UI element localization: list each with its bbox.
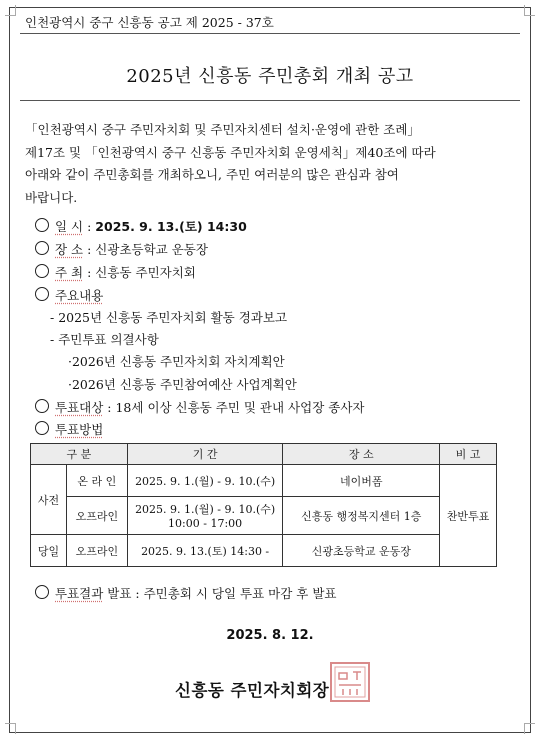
table-cell: 오프라인 — [66, 497, 127, 535]
document-title: 2025년 신흥동 주민총회 개최 공고 — [126, 66, 414, 87]
item-contents: 주요내용 — [35, 286, 103, 304]
item-result: 투표결과 발표 : 주민총회 시 당일 투표 마감 후 발표 — [35, 584, 337, 602]
table-header: 기 간 — [127, 444, 283, 465]
table-cell: 2025. 9. 13.(토) 14:30 - — [127, 535, 283, 567]
page-corner-mark — [524, 723, 535, 734]
circle-bullet-icon — [35, 399, 49, 413]
circle-bullet-icon — [35, 287, 49, 301]
contents-item: - 2025년 신흥동 주민자치회 활동 경과보고 — [50, 310, 288, 325]
header-divider — [20, 33, 520, 34]
contents-item: - 주민투표 의결사항 — [50, 332, 159, 347]
title-divider — [20, 100, 520, 101]
table-cell: 신광초등학교 운동장 — [283, 535, 440, 567]
item-host: 주 최 : 신흥동 주민자치회 — [35, 263, 196, 281]
voters-value: 18세 이상 신흥동 주민 및 관내 사업장 종사자 — [115, 400, 365, 415]
circle-bullet-icon — [35, 421, 49, 435]
day-voting-label: 당일 — [31, 535, 67, 567]
intro-paragraph — [25, 119, 503, 209]
item-method: 투표방법 — [35, 420, 103, 438]
page-corner-mark — [5, 723, 16, 734]
period-line: 2025. 9. 1.(월) - 9. 10.(수) — [135, 503, 276, 516]
page-corner-mark — [524, 5, 535, 16]
contents-subitem: ·2026년 신흥동 주민자치회 자치계획안 — [68, 354, 285, 369]
circle-bullet-icon — [35, 585, 49, 599]
intro-line: 「인천광역시 중구 주민자치회 및 주민자치센터 설치·운영에 관한 조례」 — [25, 122, 420, 137]
table-cell: 오프라인 — [66, 535, 127, 567]
table-cell: 온 라 인 — [66, 465, 127, 497]
table-header: 장 소 — [283, 444, 440, 465]
item-voters: 투표대상 : 18세 이상 신흥동 주민 및 관내 사업장 종사자 — [35, 398, 364, 416]
period-time: 10:00 - 17:00 — [168, 517, 243, 530]
contents-subitem: ·2026년 신흥동 주민참여예산 사업계획안 — [68, 377, 297, 392]
page-corner-mark — [5, 5, 16, 16]
signature: 신흥동 주민자치회장 — [175, 681, 330, 700]
circle-bullet-icon — [35, 218, 49, 232]
result-value: 발표 : 주민총회 시 당일 투표 마감 후 발표 — [107, 586, 337, 601]
intro-line: 아래와 같이 주민총회를 개최하오니, 주민 여러분의 많은 관심과 참여 — [25, 167, 399, 182]
notice-number: 인천광역시 중구 신흥동 공고 제 2025 - 37호 — [25, 15, 274, 30]
document-page — [9, 7, 531, 733]
pre-voting-label: 사전 — [31, 465, 67, 535]
table-cell: 2025. 9. 1.(월) - 9. 10.(수) — [127, 465, 283, 497]
item-venue: 장 소 : 신광초등학교 운동장 — [35, 240, 208, 258]
voting-method-table — [30, 443, 497, 567]
table-note: 찬반투표 — [440, 465, 497, 567]
official-seal-icon — [329, 661, 371, 703]
intro-line: 바랍니다. — [25, 189, 78, 205]
intro-line: 제17조 및 「인천광역시 중구 신흥동 주민자치회 운영세칙」제40조에 따라 — [25, 144, 436, 160]
circle-bullet-icon — [35, 264, 49, 278]
circle-bullet-icon — [35, 241, 49, 255]
table-cell: 신흥동 행정복지센터 1층 — [283, 497, 440, 535]
table-header: 비 고 — [440, 444, 497, 465]
table-cell — [127, 497, 283, 535]
table-header: 구 분 — [31, 444, 128, 465]
host-value: 신흥동 주민자치회 — [95, 265, 196, 280]
venue-value: 신광초등학교 운동장 — [95, 242, 208, 257]
table-cell: 네이버폼 — [283, 465, 440, 497]
document-date: 2025. 8. 12. — [226, 628, 314, 643]
item-datetime: 일 시 : 2025. 9. 13.(토) 14:30 — [35, 217, 247, 235]
datetime-value: 2025. 9. 13.(토) 14:30 — [95, 219, 247, 234]
